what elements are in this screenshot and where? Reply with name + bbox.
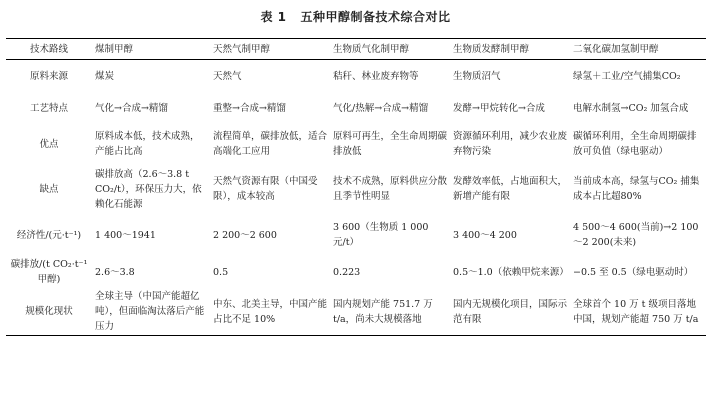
table-cell: 天然气资源有限（中国受限），成本较高 (213, 176, 318, 202)
table-cell: 3 400～4 200 (453, 229, 517, 241)
table-cell: 绿氢＋工业/空气捕集CO₂ (573, 70, 681, 82)
table-cell: 资源循环利用，减少农业废弃物污染 (453, 131, 568, 157)
table-cell: 原料成本低，技术成熟，产能占比高 (95, 131, 200, 157)
row-label: 经济性/(元·t⁻¹) (16, 229, 82, 241)
table-cell: 碳排放高（2.6～3.8 t CO₂/t），环保压力大，依赖化石能源 (95, 168, 202, 210)
table-cell: 4 500～4 600(当前)→2 100～2 200(未来) (573, 222, 699, 248)
table-cell: 技术不成熟，原料供应分散且季节性明显 (333, 176, 448, 202)
table-row (6, 288, 706, 336)
table-title: 五种甲醇制备技术综合对比 (300, 10, 451, 24)
header-co2-hydrogenation: 二氧化碳加氢制甲醇 (573, 43, 659, 55)
table-cell: 全球主导（中国产能超亿吨），但面临淘汰落后产能压力 (95, 291, 205, 332)
table-cell: 碳循环利用，全生命周期碳排放可负值（绿电驱动） (573, 131, 697, 157)
header-biomass-gasification: 生物质气化制甲醇 (333, 43, 410, 55)
row-label: 优点 (39, 138, 59, 150)
row-label: 原料来源 (29, 70, 68, 82)
table-cell: 秸秆、林业废弃物等 (333, 70, 419, 82)
table-cell: 0.223 (333, 266, 361, 278)
table-cell: 流程简单，碳排放低，适合高端化工应用 (213, 131, 328, 157)
table-cell: 2 200～2 600 (213, 229, 277, 241)
table-cell: 中东、北美主导，中国产能占比不足 10% (213, 298, 328, 325)
table-cell: 天然气 (213, 70, 242, 82)
header-route: 技术路线 (29, 43, 68, 55)
table-cell: 煤炭 (95, 70, 115, 82)
table-cell: 3 600（生物质 1 000元/t） (333, 222, 429, 248)
table-cell: −0.5 至 0.5（绿电驱动时） (573, 266, 694, 278)
table-cell: 生物质沼气 (453, 70, 501, 82)
table-cell: 发酵→甲烷转化→合成 (453, 102, 545, 114)
table-row (6, 60, 706, 93)
table-cell: 重整→合成→精馏 (213, 102, 286, 114)
table-cell: 0.5 (213, 266, 229, 278)
row-label: 缺点 (39, 183, 59, 195)
table-row (6, 256, 706, 288)
header-natural-gas: 天然气制甲醇 (213, 43, 271, 55)
table-caption (0, 8, 711, 25)
table-row (6, 124, 706, 164)
table-row (6, 214, 706, 256)
table-cell: 原料可再生，全生命周期碳排放低 (333, 131, 448, 157)
row-label: 规模化现状 (25, 306, 73, 317)
table-cell: 电解水制氢→CO₂ 加氢合成 (573, 102, 689, 114)
header-coal: 煤制甲醇 (95, 43, 134, 55)
table-cell: 发酵效率低，占地面积大，新增产能有限 (453, 176, 568, 202)
table-cell: 0.5～1.0（依赖甲烷来源） (453, 266, 569, 278)
table-number: 表 1 (260, 10, 287, 24)
table-cell: 气化→合成→精馏 (95, 102, 168, 114)
table-cell: 全球首个 10 万 t 级项目落地中国，规划产能超 750 万 t/a (573, 298, 699, 325)
header-biomass-fermentation: 生物质发酵制甲醇 (453, 43, 530, 55)
table-cell: 2.6～3.8 (95, 266, 135, 278)
header-row (6, 39, 706, 60)
table-cell: 当前成本高，绿氢与CO₂ 捕集成本占比超80% (573, 176, 700, 202)
table-row (6, 92, 706, 124)
table-row (6, 164, 706, 214)
row-label: 碳排放/(t CO₂·t⁻¹甲醇) (10, 259, 88, 285)
table-cell: 气化/热解→合成→精馏 (333, 102, 429, 114)
row-label: 工艺特点 (29, 102, 68, 114)
table-cell: 1 400～1941 (95, 229, 156, 241)
table-cell: 国内规划产能 751.7 万t/a，尚未大规模落地 (333, 298, 433, 325)
comparison-table (6, 38, 706, 336)
table-cell: 国内无规模化项目，国际示范有限 (453, 298, 568, 325)
